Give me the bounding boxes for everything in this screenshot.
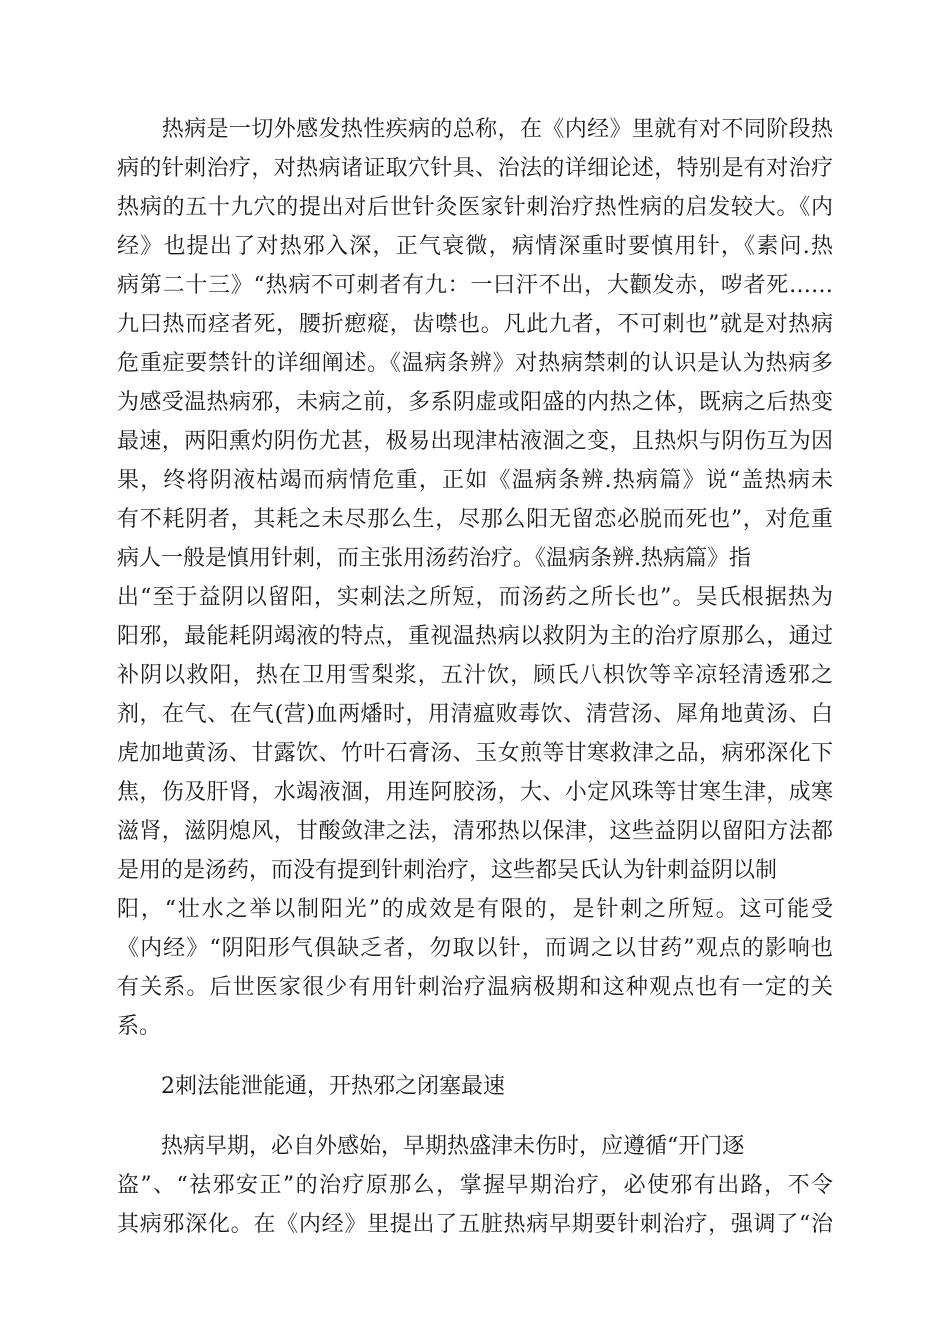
text-line: 有不耗阴者，其耗之未尽那么生，尽那么阳无留恋必脱而死也”，对危重 <box>117 507 833 532</box>
text-line: 补阴以救阳，热在卫用雪梨浆，五汁饮，顾氏八枳饮等辛凉轻清透邪之 <box>117 663 833 688</box>
text-line: 《内经》“阴阳形气俱缺乏者，勿取以针，而调之以甘药”观点的影响也 <box>117 936 833 961</box>
text-line: 阳，“壮水之举以制阳光”的成效是有限的，是针刺之所短。这可能受 <box>117 897 833 922</box>
text-line: 危重症要禁针的详细阐述。《温病条辨》对热病禁刺的认识是认为热病多 <box>117 351 833 376</box>
section-heading: 2刺法能泄能通，开热邪之闭塞最速 <box>117 1074 505 1099</box>
text-line: 经》也提出了对热邪入深，正气衰微，病情深重时要慎用针，《素问.热 <box>117 234 833 259</box>
text-line: 虎加地黄汤、甘露饮、竹叶石膏汤、玉女煎等甘寒救津之品，病邪深化下 <box>117 741 833 766</box>
text-line: 焦，伤及肝肾，水竭液涸，用连阿胶汤，大、小定风珠等甘寒生津，成寒 <box>117 780 833 805</box>
text-line: 阳邪，最能耗阴竭液的特点，重视温热病以救阴为主的治疗原那么，通过 <box>117 624 833 649</box>
text-line: 热病早期，必自外感始，早期热盛津未伤时，应遵循“开门逐 <box>117 1134 745 1159</box>
text-line: 其病邪深化。在《内经》里提出了五脏热病早期要针刺治疗，强调了“治 <box>117 1212 833 1237</box>
text-line: 盗”、“祛邪安正”的治疗原那么，掌握早期治疗，必使邪有出路，不令 <box>117 1173 833 1198</box>
text-line: 果，终将阴液枯竭而病情危重，正如《温病条辨.热病篇》说“盖热病未 <box>117 468 833 493</box>
text-line: 滋肾，滋阴熄风，甘酸敛津之法，清邪热以保津，这些益阴以留阳方法都 <box>117 819 833 844</box>
text-line: 是用的是汤药，而没有提到针刺治疗，这些都吴氏认为针刺益阴以制 <box>117 858 778 883</box>
text-line: 有关系。后世医家很少有用针刺治疗温病极期和这种观点也有一定的关 <box>117 975 833 1000</box>
text-line: 九曰热而痉者死，腰折瘛瘲，齿噤也。凡此九者，不可刺也”就是对热病 <box>117 312 833 337</box>
text-line: 热病是一切外感发热性疾病的总称，在《内经》里就有对不同阶段热 <box>117 117 833 142</box>
text-line: 最速，两阳熏灼阴伤尤甚，极易出现津枯液涸之变，且热炽与阴伤互为因 <box>117 429 833 454</box>
text-line: 为感受温热病邪，未病之前，多系阴虚或阳盛的内热之体，既病之后热变 <box>117 390 833 415</box>
text-line: 热病的五十九穴的提出对后世针灸医家针刺治疗热性病的启发较大。《内 <box>117 195 833 220</box>
text-line: 病第二十三》“热病不可刺者有九：一曰汗不出，大颧发赤，哕者死…… <box>117 273 833 298</box>
text-line: 出“至于益阴以留阳，实刺法之所短，而汤药之所长也”。吴氏根据热为 <box>117 585 833 610</box>
text-line: 病的针刺治疗，对热病诸证取穴针具、治法的详细论述，特别是有对治疗 <box>117 156 833 181</box>
text-line: 系。 <box>117 1014 162 1039</box>
text-line: 病人一般是慎用针刺，而主张用汤药治疗。《温病条辨.热病篇》指 <box>117 546 751 571</box>
text-line: 剂，在气、在气(营)血两燔时，用清瘟败毒饮、清营汤、犀角地黄汤、白 <box>117 702 833 727</box>
